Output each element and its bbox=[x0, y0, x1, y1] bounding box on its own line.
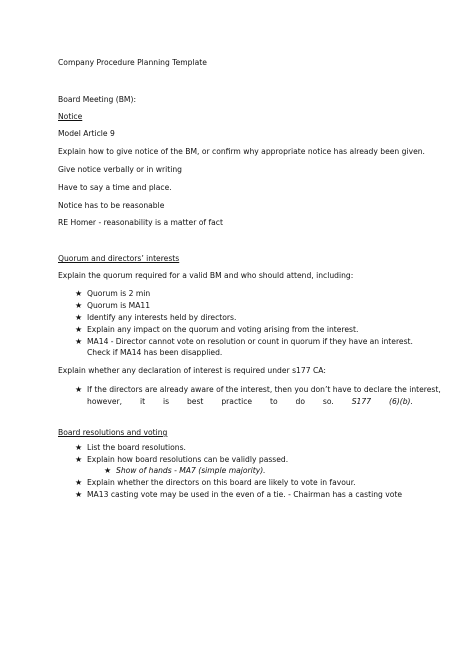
give-notice: Give notice verbally or in writing bbox=[58, 165, 182, 174]
doc-title: Company Procedure Planning Template bbox=[58, 58, 207, 67]
re-homer: RE Homer - reasonability is a matter of fact bbox=[58, 218, 223, 227]
list-item: Explain any impact on the quorum and voting arising from the interest. bbox=[87, 325, 359, 334]
declaration-line-1: If the directors are already aware of the interest, then you don’t have to declare the interest, bbox=[87, 385, 441, 394]
list-item: Quorum is MA11 bbox=[87, 301, 151, 310]
quorum-explain: Explain the quorum required for a valid BM and who should attend, including: bbox=[58, 271, 354, 280]
list-item: Identify any interests held by directors. bbox=[87, 313, 237, 322]
star-bullet-icon: ★ bbox=[104, 466, 112, 475]
quorum-heading: Quorum and directors’ interests bbox=[58, 254, 180, 263]
star-bullet-icon: ★ bbox=[75, 325, 83, 334]
star-bullet-icon: ★ bbox=[75, 289, 83, 298]
bm-heading: Board Meeting (BM): bbox=[58, 95, 137, 104]
ma14-line-2: Check if MA14 has been disapplied. bbox=[87, 348, 223, 357]
list-item: MA13 casting vote may be used in the even of a tie. - Chairman has a casting vote bbox=[87, 490, 403, 499]
sub-list-item: Show of hands - MA7 (simple majority). bbox=[116, 466, 266, 475]
star-bullet-icon: ★ bbox=[75, 313, 83, 322]
resolutions-heading: Board resolutions and voting bbox=[58, 428, 168, 437]
star-bullet-icon: ★ bbox=[75, 301, 83, 310]
explain-notice: Explain how to give notice of the BM, or confirm why appropriate notice has already been given. bbox=[58, 147, 425, 156]
star-bullet-icon: ★ bbox=[75, 455, 83, 464]
star-bullet-icon: ★ bbox=[75, 478, 83, 487]
star-bullet-icon: ★ bbox=[75, 490, 83, 499]
model-article: Model Article 9 bbox=[58, 129, 115, 138]
reasonable: Notice has to be reasonable bbox=[58, 201, 165, 210]
time-place: Have to say a time and place. bbox=[58, 183, 172, 192]
declaration-line-2: however, it is best practice to do so. S177 (6)(b). bbox=[87, 397, 413, 406]
star-bullet-icon: ★ bbox=[75, 385, 83, 394]
star-bullet-icon: ★ bbox=[75, 443, 83, 452]
ma14-line-1: MA14 - Director cannot vote on resolution or count in quorum if they have an interest. bbox=[87, 337, 413, 346]
star-bullet-icon: ★ bbox=[75, 337, 83, 346]
notice-heading: Notice bbox=[58, 112, 83, 121]
list-item: Explain whether the directors on this board are likely to vote in favour. bbox=[87, 478, 356, 487]
declaration-explain: Explain whether any declaration of interest is required under s177 CA: bbox=[58, 366, 326, 375]
list-item: Quorum is 2 min bbox=[87, 289, 151, 298]
list-item: Explain how board resolutions can be validly passed. bbox=[87, 455, 289, 464]
list-item: List the board resolutions. bbox=[87, 443, 186, 452]
